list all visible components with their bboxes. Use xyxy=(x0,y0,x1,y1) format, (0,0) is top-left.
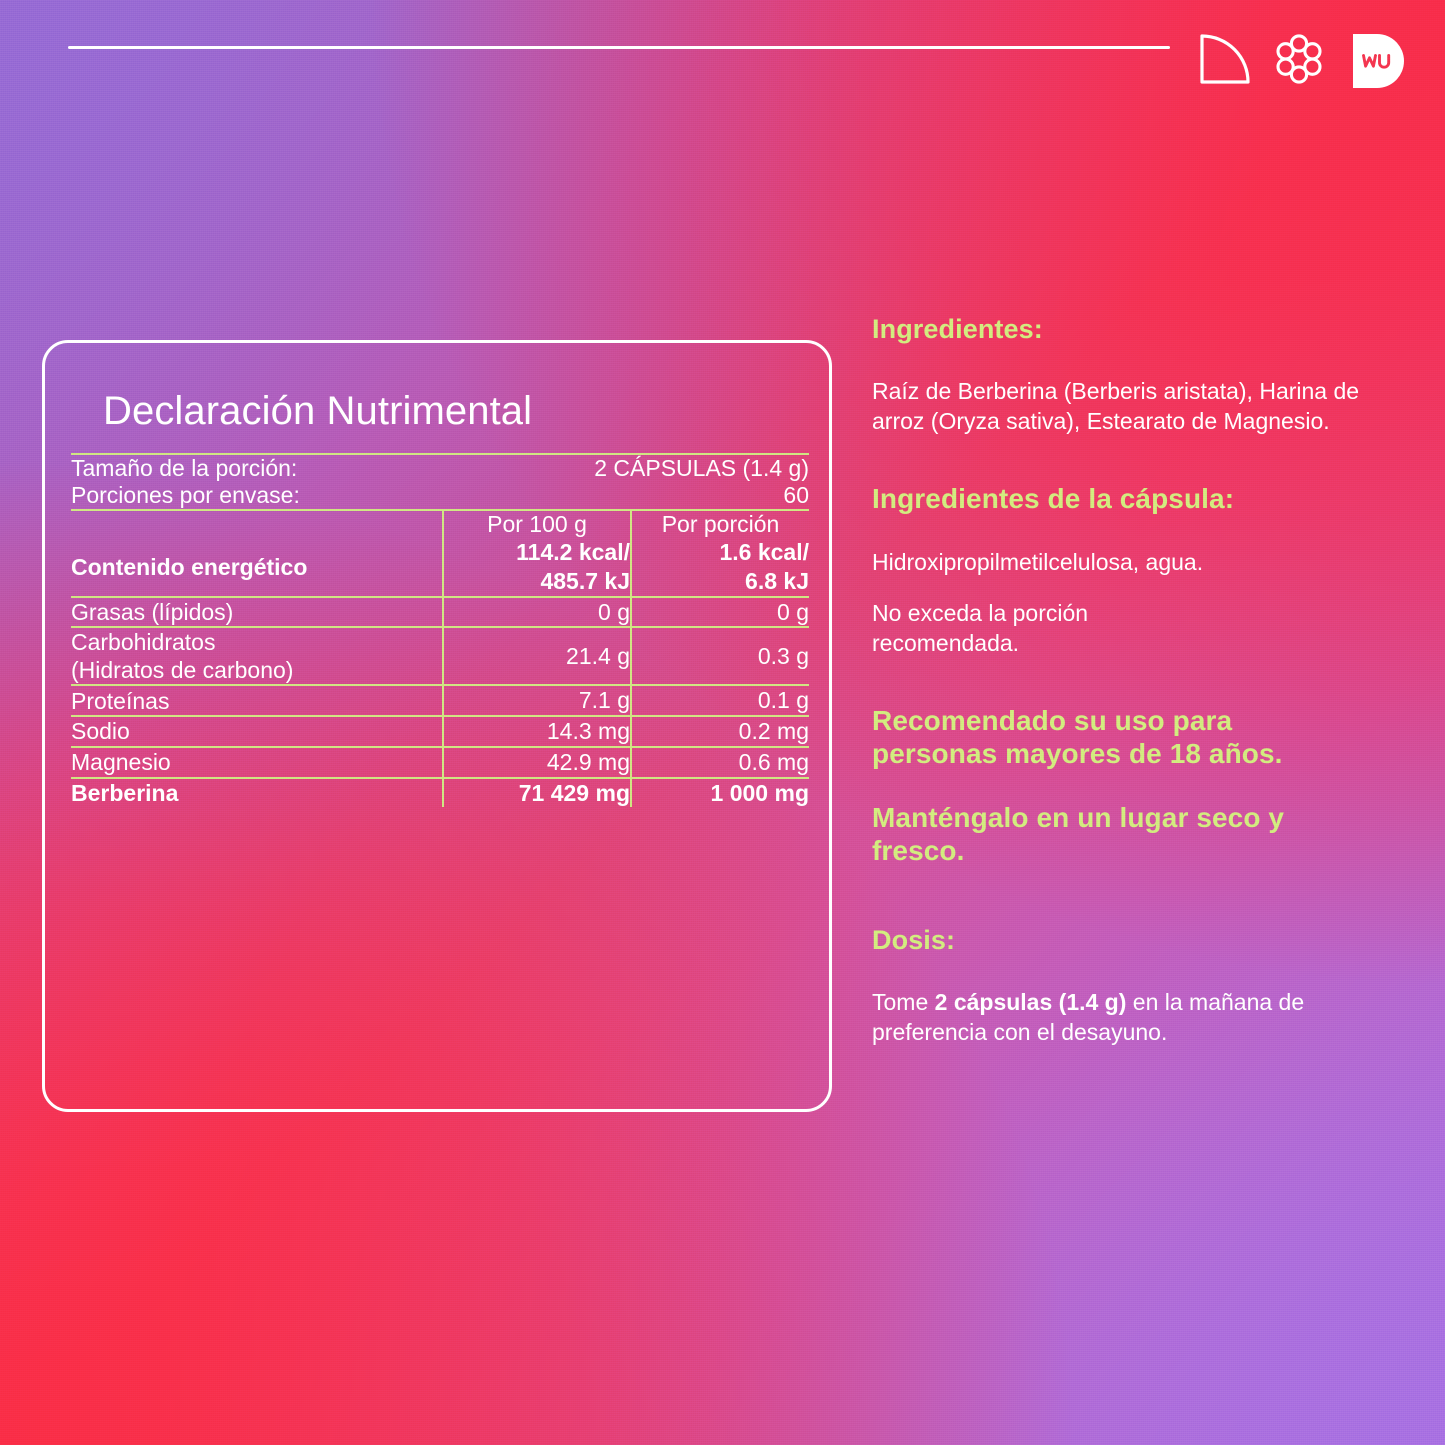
column-header-blank xyxy=(71,511,443,538)
ingredients-body: Raíz de Berberina (Berberis aristata), Harina de arroz (Oryza sativa), Estearato de Magnesio. xyxy=(872,378,1360,435)
servings-per-container-value: 60 xyxy=(783,482,809,508)
dose-prefix: Tome xyxy=(872,989,935,1016)
servings-per-container-label: Porciones por envase: xyxy=(71,482,300,508)
nutrient-per-portion: 1.6 kcal/ 6.8 kJ xyxy=(631,538,809,596)
nutrient-label: Carbohidratos (Hidratos de carbono) xyxy=(71,629,294,684)
nutrient-per-portion: 0.6 mg xyxy=(631,748,809,777)
nutrient-per-100g: 71 429 mg xyxy=(443,779,631,808)
serving-size-label: Tamaño de la porción: xyxy=(71,455,298,481)
table-row xyxy=(71,598,809,627)
dose-suffix: en la mañana de preferencia con el desayuno. xyxy=(872,989,1305,1046)
flower-icon xyxy=(1273,33,1325,90)
ingredients-heading: Ingredientes: xyxy=(872,314,1043,344)
nutrient-label: Magnesio xyxy=(71,749,171,776)
servings-per-container-row xyxy=(71,482,809,509)
nutrient-label: Contenido energético xyxy=(71,553,308,580)
nutrient-per-100g: 0 g xyxy=(443,598,631,627)
nutrient-per-portion: 0.1 g xyxy=(631,686,809,715)
column-header-per-100g: Por 100 g xyxy=(443,511,631,538)
info-column xyxy=(872,314,1397,1048)
card-title: Declaración Nutrimental xyxy=(103,389,533,433)
quarter-circle-icon xyxy=(1199,33,1251,90)
nutrient-per-portion: 0.3 g xyxy=(631,628,809,684)
serving-size-value: 2 CÁPSULAS (1.4 g) xyxy=(594,455,809,481)
capsule-ingredients-heading: Ingredientes de la cápsula: xyxy=(872,483,1235,515)
nutrient-per-100g: 21.4 g xyxy=(443,628,631,684)
nutrient-per-100g: 42.9 mg xyxy=(443,748,631,777)
serving-size-row xyxy=(71,455,809,482)
brand-mark-group xyxy=(1199,30,1409,92)
nutrient-per-portion: 0.2 mg xyxy=(631,717,809,746)
table-row xyxy=(71,538,809,596)
nutrient-label: Sodio xyxy=(71,718,130,745)
table-row xyxy=(71,779,809,808)
dose-heading: Dosis: xyxy=(872,925,956,956)
nutrition-table xyxy=(71,453,809,807)
nutrient-label: Grasas (lípidos) xyxy=(71,598,234,625)
nutrient-per-portion: 1 000 mg xyxy=(631,779,809,808)
table-header-row xyxy=(71,511,809,538)
nutrient-per-100g: 7.1 g xyxy=(443,686,631,715)
nutrient-per-100g: 14.3 mg xyxy=(443,717,631,746)
table-row xyxy=(71,748,809,777)
age-notice: Recomendado su uso para personas mayores de 18 años. xyxy=(872,705,1283,769)
dose-body xyxy=(872,988,1397,1048)
wu-logo xyxy=(1347,30,1409,92)
table-row xyxy=(71,628,809,684)
table-row xyxy=(71,717,809,746)
nutrient-per-100g: 114.2 kcal/ 485.7 kJ xyxy=(443,538,631,596)
dose-amount: 2 cápsulas (1.4 g) xyxy=(934,989,1127,1016)
storage-notice: Manténgalo en un lugar seco y fresco. xyxy=(872,802,1285,866)
capsule-ingredients-body: Hidroxipropilmetilcelulosa, agua. xyxy=(872,548,1204,575)
nutrient-per-portion: 0 g xyxy=(631,598,809,627)
nutrition-facts-card xyxy=(42,340,832,1112)
do-not-exceed-notice: No exceda la porción recomendada. xyxy=(872,600,1089,657)
column-header-per-portion: Por porción xyxy=(631,511,809,538)
nutrient-label: Proteínas xyxy=(71,687,170,714)
header-divider xyxy=(68,46,1170,49)
nutrient-label: Berberina xyxy=(71,779,179,806)
table-row xyxy=(71,686,809,715)
